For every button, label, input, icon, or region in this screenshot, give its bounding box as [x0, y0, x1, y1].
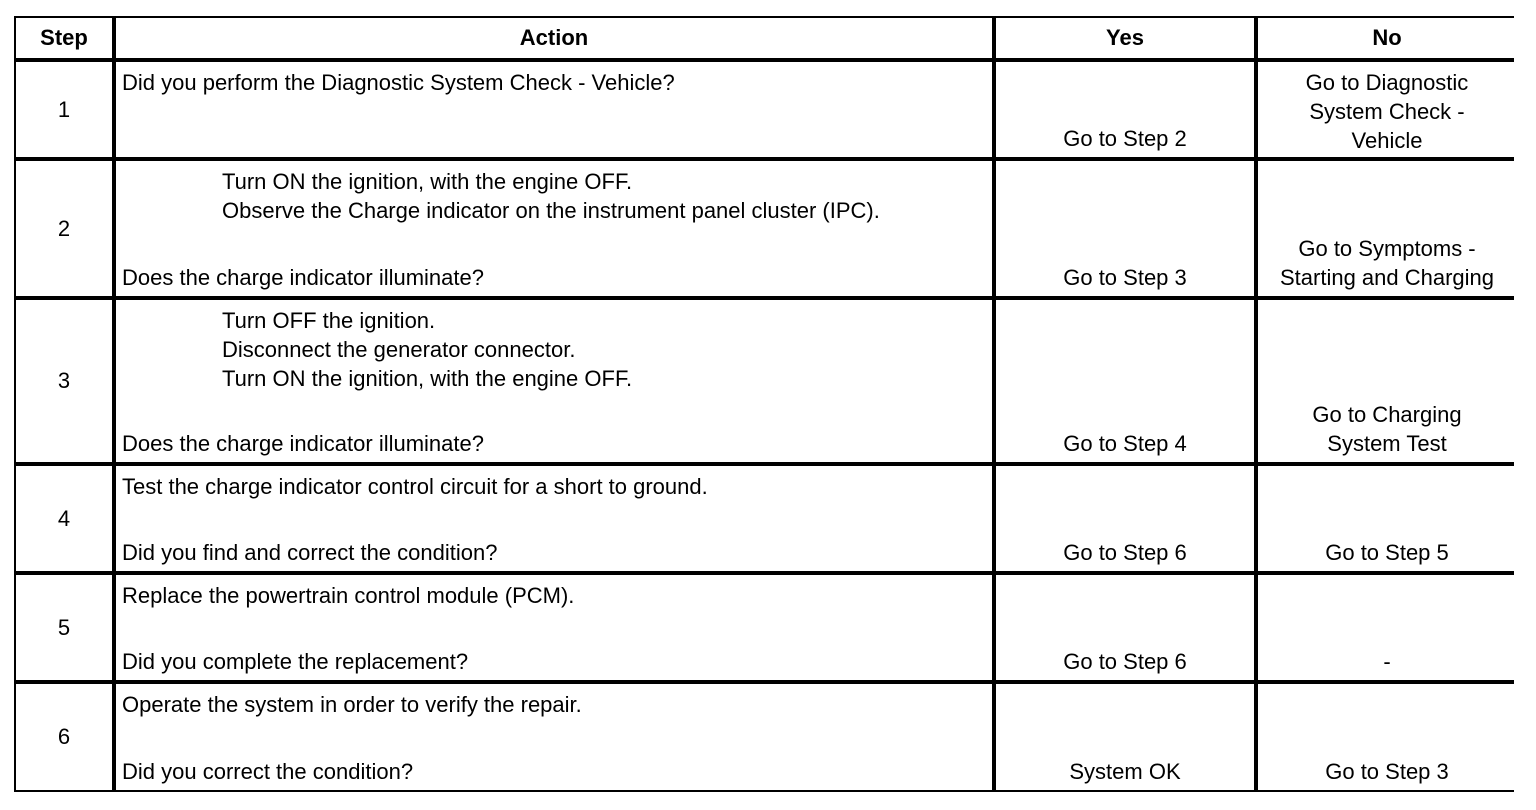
header-yes: Yes — [996, 18, 1254, 58]
step-number: 2 — [16, 161, 112, 296]
no-result-line: System Test — [1327, 431, 1447, 456]
no-cell — [1258, 161, 1516, 296]
yes-result: Go to Step 6 — [1063, 540, 1187, 565]
yes-result: Go to Step 4 — [1063, 431, 1187, 456]
no-cell — [1258, 300, 1516, 462]
no-result — [1258, 234, 1516, 292]
step-number: 1 — [16, 62, 112, 157]
action-cell — [116, 62, 992, 157]
header-action: Action — [116, 18, 992, 58]
yes-cell — [996, 300, 1254, 462]
action-cell — [116, 466, 992, 571]
action-line: Test the charge indicator control circuit for a short to ground. — [122, 474, 708, 499]
action-cell — [116, 684, 992, 790]
action-question: Does the charge indicator illuminate? — [122, 431, 484, 456]
action-line: Replace the powertrain control module (PCM). — [122, 583, 575, 608]
no-result — [1258, 62, 1516, 155]
step-number: 4 — [16, 466, 112, 571]
action-line: Turn OFF the ignition. — [222, 308, 436, 333]
no-result — [1258, 400, 1516, 458]
action-question: Does the charge indicator illuminate? — [122, 265, 484, 290]
action-cell — [116, 161, 992, 296]
no-result — [1258, 647, 1516, 676]
no-result-line: Go to Charging — [1312, 402, 1462, 427]
step-number: 6 — [16, 684, 112, 790]
no-cell — [1258, 684, 1516, 790]
action-question: Did you correct the condition? — [122, 759, 414, 784]
action-line: Disconnect the generator connector. — [222, 337, 576, 362]
yes-result: Go to Step 3 — [1063, 265, 1187, 290]
no-cell — [1258, 575, 1516, 680]
yes-result: Go to Step 6 — [1063, 649, 1187, 674]
no-result-line: Go to Symptoms - — [1298, 236, 1476, 261]
no-result-line: Go to Step 5 — [1325, 540, 1449, 565]
action-line: Turn ON the ignition, with the engine OFF. — [222, 366, 633, 391]
yes-result: System OK — [1069, 759, 1181, 784]
no-result-line: System Check - — [1309, 99, 1465, 124]
step-number: 3 — [16, 300, 112, 462]
action-line: Operate the system in order to verify the repair. — [122, 692, 582, 717]
no-cell — [1258, 466, 1516, 571]
action-line: Did you perform the Diagnostic System Check - Vehicle? — [122, 70, 675, 95]
no-result-line: Vehicle — [1351, 128, 1423, 153]
header-no: No — [1258, 18, 1516, 58]
yes-cell — [996, 684, 1254, 790]
yes-cell — [996, 575, 1254, 680]
yes-cell — [996, 466, 1254, 571]
step-number: 5 — [16, 575, 112, 680]
diagnostic-table — [14, 16, 1514, 792]
action-line: Observe the Charge indicator on the instrument panel cluster (IPC). — [222, 198, 880, 223]
no-result-line: Go to Step 3 — [1325, 759, 1449, 784]
yes-cell — [996, 62, 1254, 157]
no-result — [1258, 757, 1516, 786]
action-cell — [116, 300, 992, 462]
action-question: Did you complete the replacement? — [122, 649, 469, 674]
action-line: Turn ON the ignition, with the engine OFF. — [222, 169, 633, 194]
no-result-line: Starting and Charging — [1279, 265, 1495, 290]
no-result-line: - — [1383, 649, 1391, 674]
no-result — [1258, 538, 1516, 567]
action-question: Did you find and correct the condition? — [122, 540, 498, 565]
yes-result: Go to Step 2 — [1063, 126, 1187, 151]
no-result-line: Go to Diagnostic — [1305, 70, 1469, 95]
header-step: Step — [16, 18, 112, 58]
yes-cell — [996, 161, 1254, 296]
action-cell — [116, 575, 992, 680]
no-cell — [1258, 62, 1516, 157]
